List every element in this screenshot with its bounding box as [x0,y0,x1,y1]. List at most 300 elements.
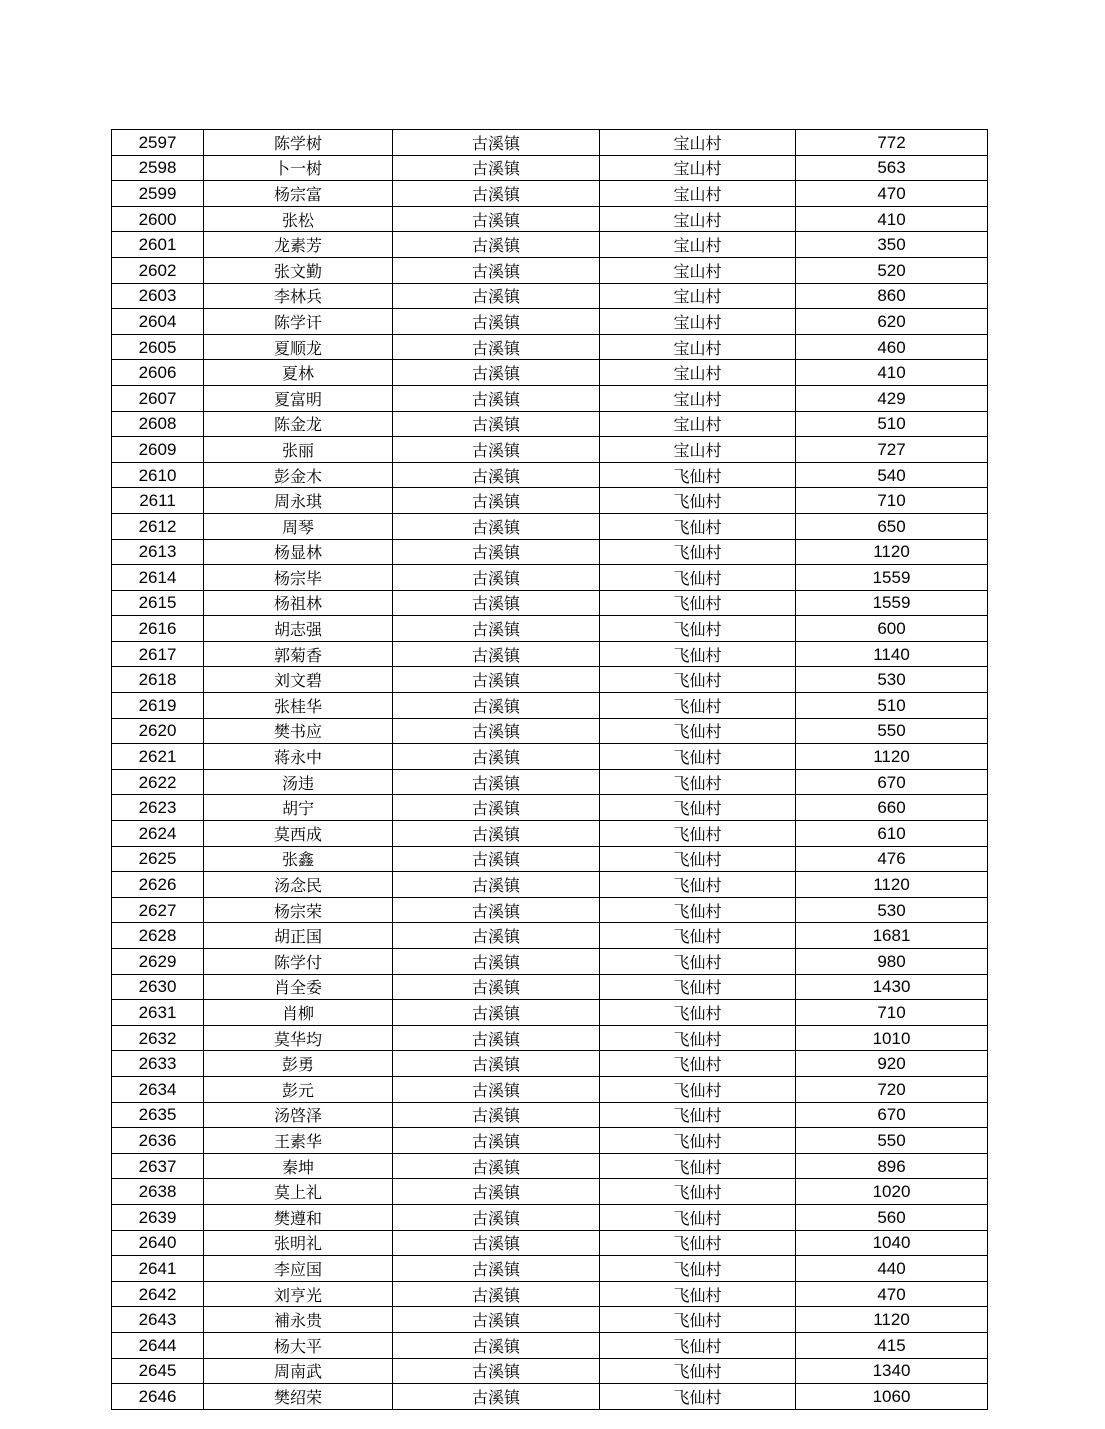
amount-cell: 772 [796,130,988,156]
town-cell: 古溪镇 [393,1025,600,1051]
village-cell: 飞仙村 [600,1358,796,1384]
amount-cell: 1120 [796,872,988,898]
village-cell: 飞仙村 [600,1051,796,1077]
town-cell: 古溪镇 [393,334,600,360]
table-row [112,897,988,923]
person-name-cell: 莫西成 [204,821,393,847]
town-cell: 古溪镇 [393,641,600,667]
amount-cell: 563 [796,155,988,181]
town-cell: 古溪镇 [393,462,600,488]
row-number-cell: 2624 [112,821,204,847]
row-number-cell: 2640 [112,1230,204,1256]
row-number-cell: 2599 [112,181,204,207]
person-name-cell: 龙素芳 [204,232,393,258]
amount-cell: 620 [796,309,988,335]
village-cell: 飞仙村 [600,693,796,719]
person-name-cell: 補永贵 [204,1307,393,1333]
table-row [112,1051,988,1077]
village-cell: 飞仙村 [600,462,796,488]
amount-cell: 1020 [796,1179,988,1205]
table-row [112,1384,988,1410]
table-row [112,1076,988,1102]
table-row [112,1230,988,1256]
person-name-cell: 肖全委 [204,974,393,1000]
amount-cell: 560 [796,1204,988,1230]
table-row [112,334,988,360]
table-row [112,641,988,667]
table-row [112,616,988,642]
row-number-cell: 2630 [112,974,204,1000]
amount-cell: 600 [796,616,988,642]
amount-cell: 415 [796,1332,988,1358]
village-cell: 飞仙村 [600,1000,796,1026]
person-name-cell: 郭菊香 [204,641,393,667]
town-cell: 古溪镇 [393,744,600,770]
amount-cell: 470 [796,1281,988,1307]
village-cell: 宝山村 [600,181,796,207]
person-name-cell: 陈学讦 [204,309,393,335]
village-cell: 飞仙村 [600,1230,796,1256]
town-cell: 古溪镇 [393,821,600,847]
person-name-cell: 樊书应 [204,718,393,744]
village-cell: 飞仙村 [600,795,796,821]
village-cell: 飞仙村 [600,1025,796,1051]
table-row [112,1179,988,1205]
town-cell: 古溪镇 [393,1102,600,1128]
row-number-cell: 2634 [112,1076,204,1102]
village-cell: 飞仙村 [600,1102,796,1128]
village-cell: 宝山村 [600,334,796,360]
town-cell: 古溪镇 [393,949,600,975]
table-row [112,1000,988,1026]
amount-cell: 540 [796,462,988,488]
person-name-cell: 胡宁 [204,795,393,821]
town-cell: 古溪镇 [393,846,600,872]
amount-cell: 650 [796,513,988,539]
table-row [112,462,988,488]
amount-cell: 720 [796,1076,988,1102]
row-number-cell: 2637 [112,1153,204,1179]
person-name-cell: 陈学树 [204,130,393,156]
village-cell: 飞仙村 [600,923,796,949]
table-row [112,795,988,821]
amount-cell: 510 [796,693,988,719]
person-name-cell: 张鑫 [204,846,393,872]
town-cell: 古溪镇 [393,155,600,181]
town-cell: 古溪镇 [393,206,600,232]
village-cell: 飞仙村 [600,1204,796,1230]
town-cell: 古溪镇 [393,385,600,411]
town-cell: 古溪镇 [393,181,600,207]
table-row [112,1307,988,1333]
amount-cell: 550 [796,718,988,744]
table-row [112,257,988,283]
table-row [112,667,988,693]
village-cell: 飞仙村 [600,949,796,975]
table-row [112,565,988,591]
town-cell: 古溪镇 [393,1000,600,1026]
amount-cell: 896 [796,1153,988,1179]
row-number-cell: 2621 [112,744,204,770]
person-name-cell: 秦坤 [204,1153,393,1179]
person-name-cell: 彭金木 [204,462,393,488]
table-row [112,693,988,719]
person-name-cell: 杨显林 [204,539,393,565]
table-row [112,718,988,744]
table-row [112,206,988,232]
town-cell: 古溪镇 [393,488,600,514]
amount-cell: 660 [796,795,988,821]
table-row [112,232,988,258]
village-cell: 飞仙村 [600,897,796,923]
town-cell: 古溪镇 [393,872,600,898]
person-name-cell: 胡志强 [204,616,393,642]
town-cell: 古溪镇 [393,718,600,744]
town-cell: 古溪镇 [393,616,600,642]
person-name-cell: 汤念民 [204,872,393,898]
table-row [112,1358,988,1384]
row-number-cell: 2616 [112,616,204,642]
amount-cell: 1010 [796,1025,988,1051]
row-number-cell: 2627 [112,897,204,923]
row-number-cell: 2601 [112,232,204,258]
row-number-cell: 2628 [112,923,204,949]
town-cell: 古溪镇 [393,769,600,795]
person-name-cell: 夏富明 [204,385,393,411]
person-name-cell: 杨大平 [204,1332,393,1358]
town-cell: 古溪镇 [393,667,600,693]
town-cell: 古溪镇 [393,309,600,335]
row-number-cell: 2600 [112,206,204,232]
town-cell: 古溪镇 [393,1256,600,1282]
amount-cell: 440 [796,1256,988,1282]
row-number-cell: 2638 [112,1179,204,1205]
table-row [112,1256,988,1282]
town-cell: 古溪镇 [393,437,600,463]
row-number-cell: 2605 [112,334,204,360]
town-cell: 古溪镇 [393,1358,600,1384]
row-number-cell: 2598 [112,155,204,181]
person-name-cell: 陈学付 [204,949,393,975]
town-cell: 古溪镇 [393,1281,600,1307]
table-row [112,181,988,207]
village-cell: 飞仙村 [600,1307,796,1333]
town-cell: 古溪镇 [393,513,600,539]
person-name-cell: 刘亨光 [204,1281,393,1307]
village-cell: 宝山村 [600,411,796,437]
row-number-cell: 2619 [112,693,204,719]
town-cell: 古溪镇 [393,232,600,258]
town-cell: 古溪镇 [393,411,600,437]
person-name-cell: 樊遵和 [204,1204,393,1230]
town-cell: 古溪镇 [393,1230,600,1256]
village-cell: 宝山村 [600,283,796,309]
village-cell: 飞仙村 [600,616,796,642]
person-name-cell: 夏林 [204,360,393,386]
person-name-cell: 周永琪 [204,488,393,514]
person-name-cell: 莫上礼 [204,1179,393,1205]
row-number-cell: 2629 [112,949,204,975]
village-cell: 宝山村 [600,437,796,463]
amount-cell: 1060 [796,1384,988,1410]
person-name-cell: 樊绍荣 [204,1384,393,1410]
amount-cell: 510 [796,411,988,437]
row-number-cell: 2607 [112,385,204,411]
row-number-cell: 2635 [112,1102,204,1128]
row-number-cell: 2612 [112,513,204,539]
amount-cell: 980 [796,949,988,975]
person-name-cell: 杨祖林 [204,590,393,616]
amount-cell: 670 [796,1102,988,1128]
amount-cell: 1120 [796,744,988,770]
person-name-cell: 汤啓泽 [204,1102,393,1128]
table-row [112,411,988,437]
row-number-cell: 2646 [112,1384,204,1410]
amount-cell: 460 [796,334,988,360]
village-cell: 飞仙村 [600,590,796,616]
village-cell: 飞仙村 [600,1179,796,1205]
person-name-cell: 杨宗毕 [204,565,393,591]
town-cell: 古溪镇 [393,590,600,616]
table-row [112,385,988,411]
table-row [112,437,988,463]
amount-cell: 920 [796,1051,988,1077]
person-name-cell: 周琴 [204,513,393,539]
town-cell: 古溪镇 [393,1128,600,1154]
row-number-cell: 2604 [112,309,204,335]
village-cell: 飞仙村 [600,565,796,591]
person-name-cell: 张明礼 [204,1230,393,1256]
table-row [112,1281,988,1307]
amount-cell: 610 [796,821,988,847]
village-cell: 宝山村 [600,206,796,232]
town-cell: 古溪镇 [393,360,600,386]
village-cell: 宝山村 [600,130,796,156]
village-cell: 飞仙村 [600,974,796,1000]
village-cell: 飞仙村 [600,641,796,667]
row-number-cell: 2641 [112,1256,204,1282]
row-number-cell: 2611 [112,488,204,514]
village-cell: 飞仙村 [600,1281,796,1307]
town-cell: 古溪镇 [393,283,600,309]
table-body [112,130,988,1410]
amount-cell: 470 [796,181,988,207]
person-name-cell: 汤违 [204,769,393,795]
table-row [112,744,988,770]
table-row [112,1128,988,1154]
person-name-cell: 李应国 [204,1256,393,1282]
village-cell: 飞仙村 [600,769,796,795]
village-cell: 宝山村 [600,232,796,258]
town-cell: 古溪镇 [393,923,600,949]
village-cell: 飞仙村 [600,1128,796,1154]
village-cell: 宝山村 [600,309,796,335]
village-cell: 飞仙村 [600,1332,796,1358]
village-cell: 宝山村 [600,360,796,386]
town-cell: 古溪镇 [393,539,600,565]
amount-cell: 429 [796,385,988,411]
town-cell: 古溪镇 [393,1051,600,1077]
town-cell: 古溪镇 [393,974,600,1000]
person-name-cell: 彭勇 [204,1051,393,1077]
row-number-cell: 2617 [112,641,204,667]
village-cell: 飞仙村 [600,539,796,565]
row-number-cell: 2644 [112,1332,204,1358]
person-name-cell: 蒋永中 [204,744,393,770]
village-cell: 飞仙村 [600,488,796,514]
amount-cell: 350 [796,232,988,258]
row-number-cell: 2609 [112,437,204,463]
table-row [112,513,988,539]
town-cell: 古溪镇 [393,1076,600,1102]
person-name-cell: 莫华均 [204,1025,393,1051]
table-row [112,130,988,156]
amount-cell: 1430 [796,974,988,1000]
row-number-cell: 2639 [112,1204,204,1230]
village-cell: 飞仙村 [600,513,796,539]
table-row [112,1332,988,1358]
person-name-cell: 王素华 [204,1128,393,1154]
table-row [112,821,988,847]
town-cell: 古溪镇 [393,693,600,719]
town-cell: 古溪镇 [393,130,600,156]
amount-cell: 530 [796,667,988,693]
table-row [112,539,988,565]
row-number-cell: 2642 [112,1281,204,1307]
row-number-cell: 2610 [112,462,204,488]
row-number-cell: 2615 [112,590,204,616]
amount-cell: 476 [796,846,988,872]
village-cell: 飞仙村 [600,1384,796,1410]
person-name-cell: 彭元 [204,1076,393,1102]
amount-cell: 1040 [796,1230,988,1256]
amount-cell: 670 [796,769,988,795]
village-cell: 飞仙村 [600,1153,796,1179]
amount-cell: 1559 [796,565,988,591]
table-row [112,309,988,335]
amount-cell: 1681 [796,923,988,949]
row-number-cell: 2623 [112,795,204,821]
table-row [112,846,988,872]
village-cell: 飞仙村 [600,821,796,847]
row-number-cell: 2622 [112,769,204,795]
row-number-cell: 2625 [112,846,204,872]
person-name-cell: 陈金龙 [204,411,393,437]
amount-cell: 520 [796,257,988,283]
amount-cell: 550 [796,1128,988,1154]
amount-cell: 727 [796,437,988,463]
town-cell: 古溪镇 [393,897,600,923]
amount-cell: 860 [796,283,988,309]
person-name-cell: 杨宗富 [204,181,393,207]
amount-cell: 1340 [796,1358,988,1384]
person-name-cell: 杨宗荣 [204,897,393,923]
town-cell: 古溪镇 [393,1204,600,1230]
village-cell: 宝山村 [600,385,796,411]
row-number-cell: 2626 [112,872,204,898]
table-row [112,590,988,616]
row-number-cell: 2603 [112,283,204,309]
table-row [112,769,988,795]
row-number-cell: 2636 [112,1128,204,1154]
row-number-cell: 2633 [112,1051,204,1077]
amount-cell: 530 [796,897,988,923]
amount-cell: 710 [796,488,988,514]
person-name-cell: 李林兵 [204,283,393,309]
town-cell: 古溪镇 [393,1153,600,1179]
person-name-cell: 夏顺龙 [204,334,393,360]
row-number-cell: 2632 [112,1025,204,1051]
village-cell: 飞仙村 [600,667,796,693]
person-name-cell: 张文勤 [204,257,393,283]
village-cell: 飞仙村 [600,718,796,744]
table-row [112,974,988,1000]
person-name-cell: 张丽 [204,437,393,463]
person-name-cell: 张松 [204,206,393,232]
table-row [112,872,988,898]
row-number-cell: 2608 [112,411,204,437]
table-row [112,949,988,975]
table-row [112,155,988,181]
table-row [112,1102,988,1128]
village-cell: 飞仙村 [600,744,796,770]
amount-cell: 1120 [796,539,988,565]
town-cell: 古溪镇 [393,1332,600,1358]
town-cell: 古溪镇 [393,565,600,591]
row-number-cell: 2597 [112,130,204,156]
row-number-cell: 2602 [112,257,204,283]
village-cell: 宝山村 [600,257,796,283]
table-row [112,1153,988,1179]
village-cell: 飞仙村 [600,872,796,898]
amount-cell: 410 [796,360,988,386]
town-cell: 古溪镇 [393,1384,600,1410]
row-number-cell: 2618 [112,667,204,693]
row-number-cell: 2643 [112,1307,204,1333]
town-cell: 古溪镇 [393,795,600,821]
table-row [112,923,988,949]
village-cell: 飞仙村 [600,846,796,872]
person-name-cell: 胡正国 [204,923,393,949]
table-row [112,360,988,386]
village-cell: 宝山村 [600,155,796,181]
table-row [112,1204,988,1230]
row-number-cell: 2613 [112,539,204,565]
row-number-cell: 2645 [112,1358,204,1384]
person-name-cell: 卜一树 [204,155,393,181]
row-number-cell: 2631 [112,1000,204,1026]
amount-cell: 710 [796,1000,988,1026]
row-number-cell: 2606 [112,360,204,386]
village-cell: 飞仙村 [600,1076,796,1102]
table-row [112,488,988,514]
table-row [112,283,988,309]
town-cell: 古溪镇 [393,1179,600,1205]
person-name-cell: 肖柳 [204,1000,393,1026]
row-number-cell: 2620 [112,718,204,744]
row-number-cell: 2614 [112,565,204,591]
village-cell: 飞仙村 [600,1256,796,1282]
person-name-cell: 刘文碧 [204,667,393,693]
person-name-cell: 周南武 [204,1358,393,1384]
town-cell: 古溪镇 [393,257,600,283]
amount-cell: 1559 [796,590,988,616]
amount-cell: 1120 [796,1307,988,1333]
amount-cell: 410 [796,206,988,232]
data-table [111,129,988,1410]
town-cell: 古溪镇 [393,1307,600,1333]
amount-cell: 1140 [796,641,988,667]
